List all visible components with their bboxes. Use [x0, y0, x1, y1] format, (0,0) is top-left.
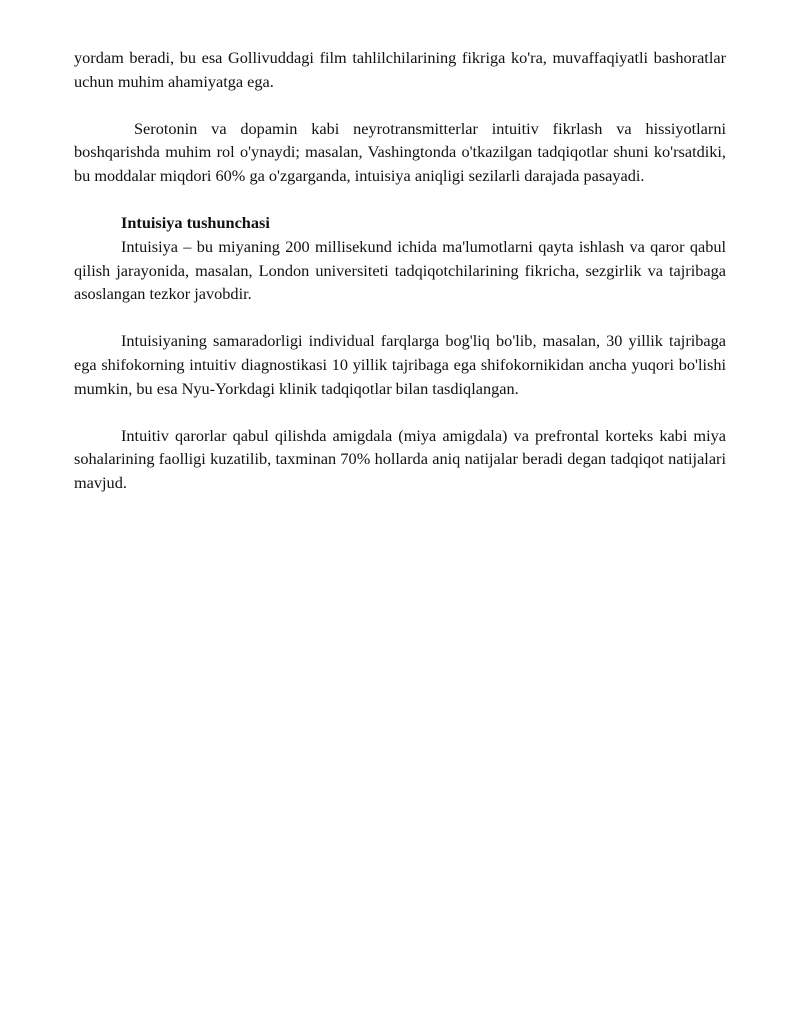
- document-body: [74, 46, 726, 495]
- paragraph-gap: [74, 188, 726, 211]
- paragraph-continuation: yordam beradi, bu esa Gollivuddagi film tahlilchilarining fikriga ko'ra, muvaffaqiyatli bashoratlar uchun muhim ahamiyatga ega.: [74, 48, 726, 91]
- paragraph-brain-regions: Intuitiv qarorlar qabul qilishda amigdala (miya amigdala) va prefrontal korteks kabi miya sohalarining faolligi kuzatilib, taxminan 70% hollarda aniq natijalar beradi degan tadqiqot natijalari mavjud.: [74, 425, 726, 493]
- paragraph-definition: Intuisiya – bu miyaning 200 millisekund ichida ma'lumotlarni qayta ishlash va qaror qabul qilish jarayonida, masalan, London universiteti tadqiqotchilarining fikricha, sezgirlik va tajribaga asoslangan tezkor javobdir.: [74, 236, 726, 304]
- paragraph-gap: [74, 94, 726, 117]
- paragraph-gap: [74, 306, 726, 329]
- section-heading: Intuisiya tushunchasi: [121, 212, 270, 232]
- paragraph-gap: [74, 401, 726, 424]
- paragraph-neurotransmitters: Serotonin va dopamin kabi neyrotransmitterlar intuitiv fikrlash va hissiyotlarni boshqarishda muhim rol o'ynaydi; masalan, Vashingtonda o'tkazilgan tadqiqotlar shuni ko'rsatdiki, bu moddalar miqdori 60% ga o'zgarganda, intuisiya aniqligi sezilarli darajada pasayadi.: [74, 118, 726, 186]
- paragraph-effectiveness: Intuisiyaning samaradorligi individual farqlarga bog'liq bo'lib, masalan, 30 yillik tajribaga ega shifokorning intuitiv diagnostikasi 10 yillik tajribaga ega shifokornikidan ancha yuqori bo'lishi mumkin, bu esa Nyu-Yorkdagi klinik tadqiqotlar bilan tasdiqlangan.: [74, 331, 726, 398]
